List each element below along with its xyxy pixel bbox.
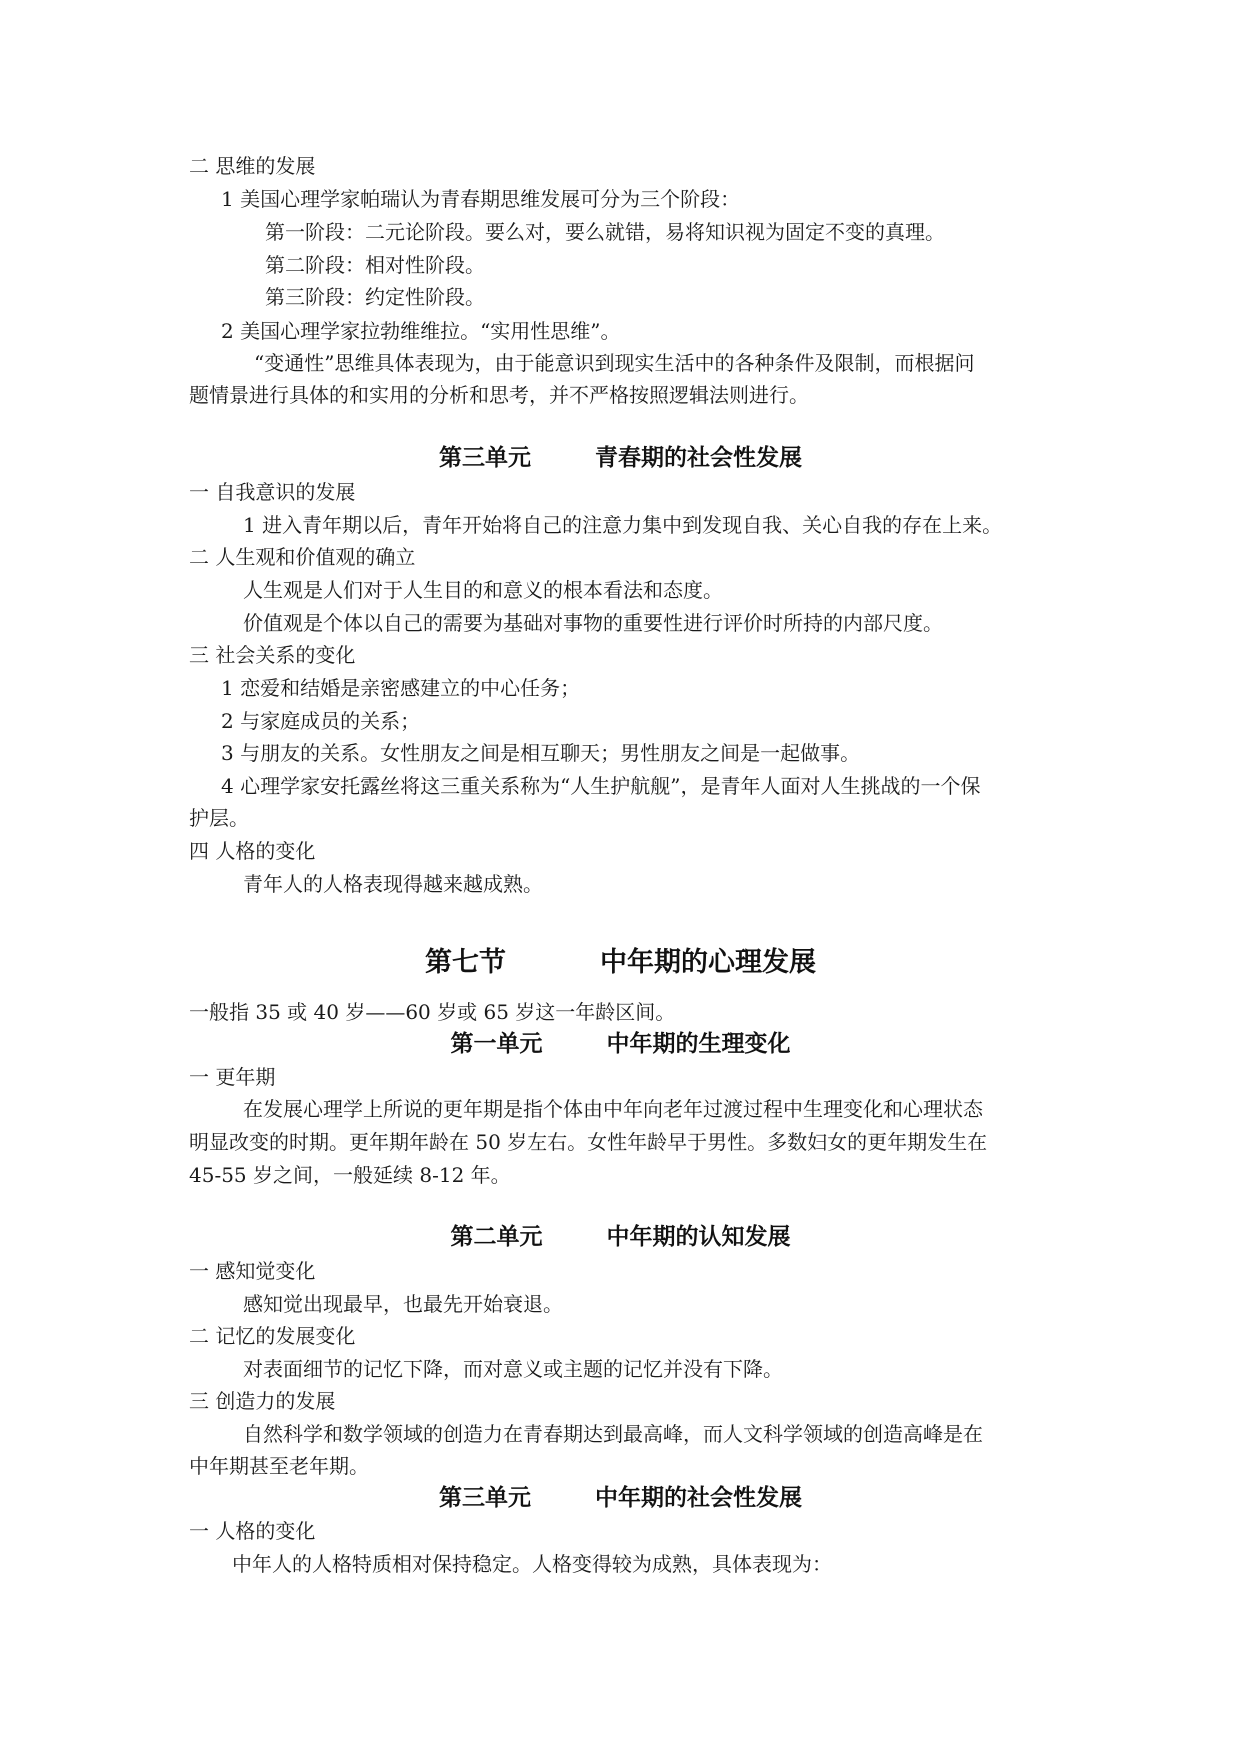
section-heading: 三 创造力的发展: [189, 1389, 336, 1413]
paragraph-line: 中年期甚至老年期。: [189, 1454, 369, 1478]
paragraph-line: 一般指 35 或 40 岁——60 岁或 65 岁这一年龄区间。: [189, 1000, 676, 1024]
paragraph-line: 45-55 岁之间，一般延续 8-12 年。: [189, 1163, 511, 1187]
paragraph-line: 在发展心理学上所说的更年期是指个体由中年向老年过渡过程中生理变化和心理状态: [243, 1097, 983, 1121]
paragraph-line: 第三阶段：约定性阶段。: [265, 285, 485, 309]
paragraph-line: 题情景进行具体的和实用的分析和思考，并不严格按照逻辑法则进行。: [189, 383, 809, 407]
paragraph-line: 护层。: [189, 806, 249, 830]
unit-heading: 第三单元 青春期的社会性发展: [438, 445, 803, 471]
list-item: 2 美国心理学家拉勃维维拉。“实用性思维”。: [221, 319, 621, 343]
list-item: 1 恋爱和结婚是亲密感建立的中心任务；: [221, 676, 581, 700]
section-heading: 二 人生观和价值观的确立: [189, 545, 416, 569]
section-heading: 一 人格的变化: [189, 1519, 316, 1543]
unit-heading: 第二单元 中年期的认知发展: [450, 1224, 791, 1250]
list-item: 4 心理学家安托露丝将这三重关系称为“人生护航舰”，是青年人面对人生挑战的一个保: [221, 774, 981, 798]
section-title: 第七节 中年期的心理发展: [425, 947, 816, 978]
paragraph-line: 人生观是人们对于人生目的和意义的根本看法和态度。: [243, 578, 723, 602]
paragraph-line: 对表面细节的记忆下降，而对意义或主题的记忆并没有下降。: [243, 1357, 783, 1381]
unit-heading: 第三单元 中年期的社会性发展: [438, 1485, 803, 1511]
section-heading: 一 自我意识的发展: [189, 480, 356, 504]
section-heading: 一 感知觉变化: [189, 1259, 316, 1283]
list-item: 1 美国心理学家帕瑞认为青春期思维发展可分为三个阶段：: [221, 187, 741, 211]
paragraph-line: 第一阶段：二元论阶段。要么对，要么就错，易将知识视为固定不变的真理。: [265, 220, 945, 244]
paragraph-line: 明显改变的时期。更年期年龄在 50 岁左右。女性年龄早于男性。多数妇女的更年期发生在: [189, 1130, 988, 1154]
section-heading: 二 思维的发展: [189, 154, 316, 178]
section-heading: 四 人格的变化: [189, 839, 316, 863]
paragraph-line: 青年人的人格表现得越来越成熟。: [243, 872, 543, 896]
section-heading: 三 社会关系的变化: [189, 643, 356, 667]
paragraph-line: 价值观是个体以自己的需要为基础对事物的重要性进行评价时所持的内部尺度。: [243, 611, 943, 635]
paragraph-line: 感知觉出现最早，也最先开始衰退。: [243, 1292, 563, 1316]
unit-heading: 第一单元 中年期的生理变化: [450, 1031, 791, 1057]
list-item: 3 与朋友的关系。女性朋友之间是相互聊天；男性朋友之间是一起做事。: [221, 741, 861, 765]
section-heading: 一 更年期: [189, 1065, 276, 1089]
paragraph-line: 中年人的人格特质相对保持稳定。人格变得较为成熟，具体表现为：: [232, 1552, 832, 1576]
paragraph-line: 自然科学和数学领域的创造力在青春期达到最高峰，而人文科学领域的创造高峰是在: [243, 1422, 983, 1446]
paragraph-line: “变通性”思维具体表现为，由于能意识到现实生活中的各种条件及限制，而根据问: [254, 351, 975, 375]
list-item: 2 与家庭成员的关系；: [221, 709, 421, 733]
section-heading: 二 记忆的发展变化: [189, 1324, 356, 1348]
paragraph-line: 第二阶段：相对性阶段。: [265, 253, 485, 277]
list-item: 1 进入青年期以后，青年开始将自己的注意力集中到发现自我、关心自我的存在上来。: [243, 513, 1003, 537]
